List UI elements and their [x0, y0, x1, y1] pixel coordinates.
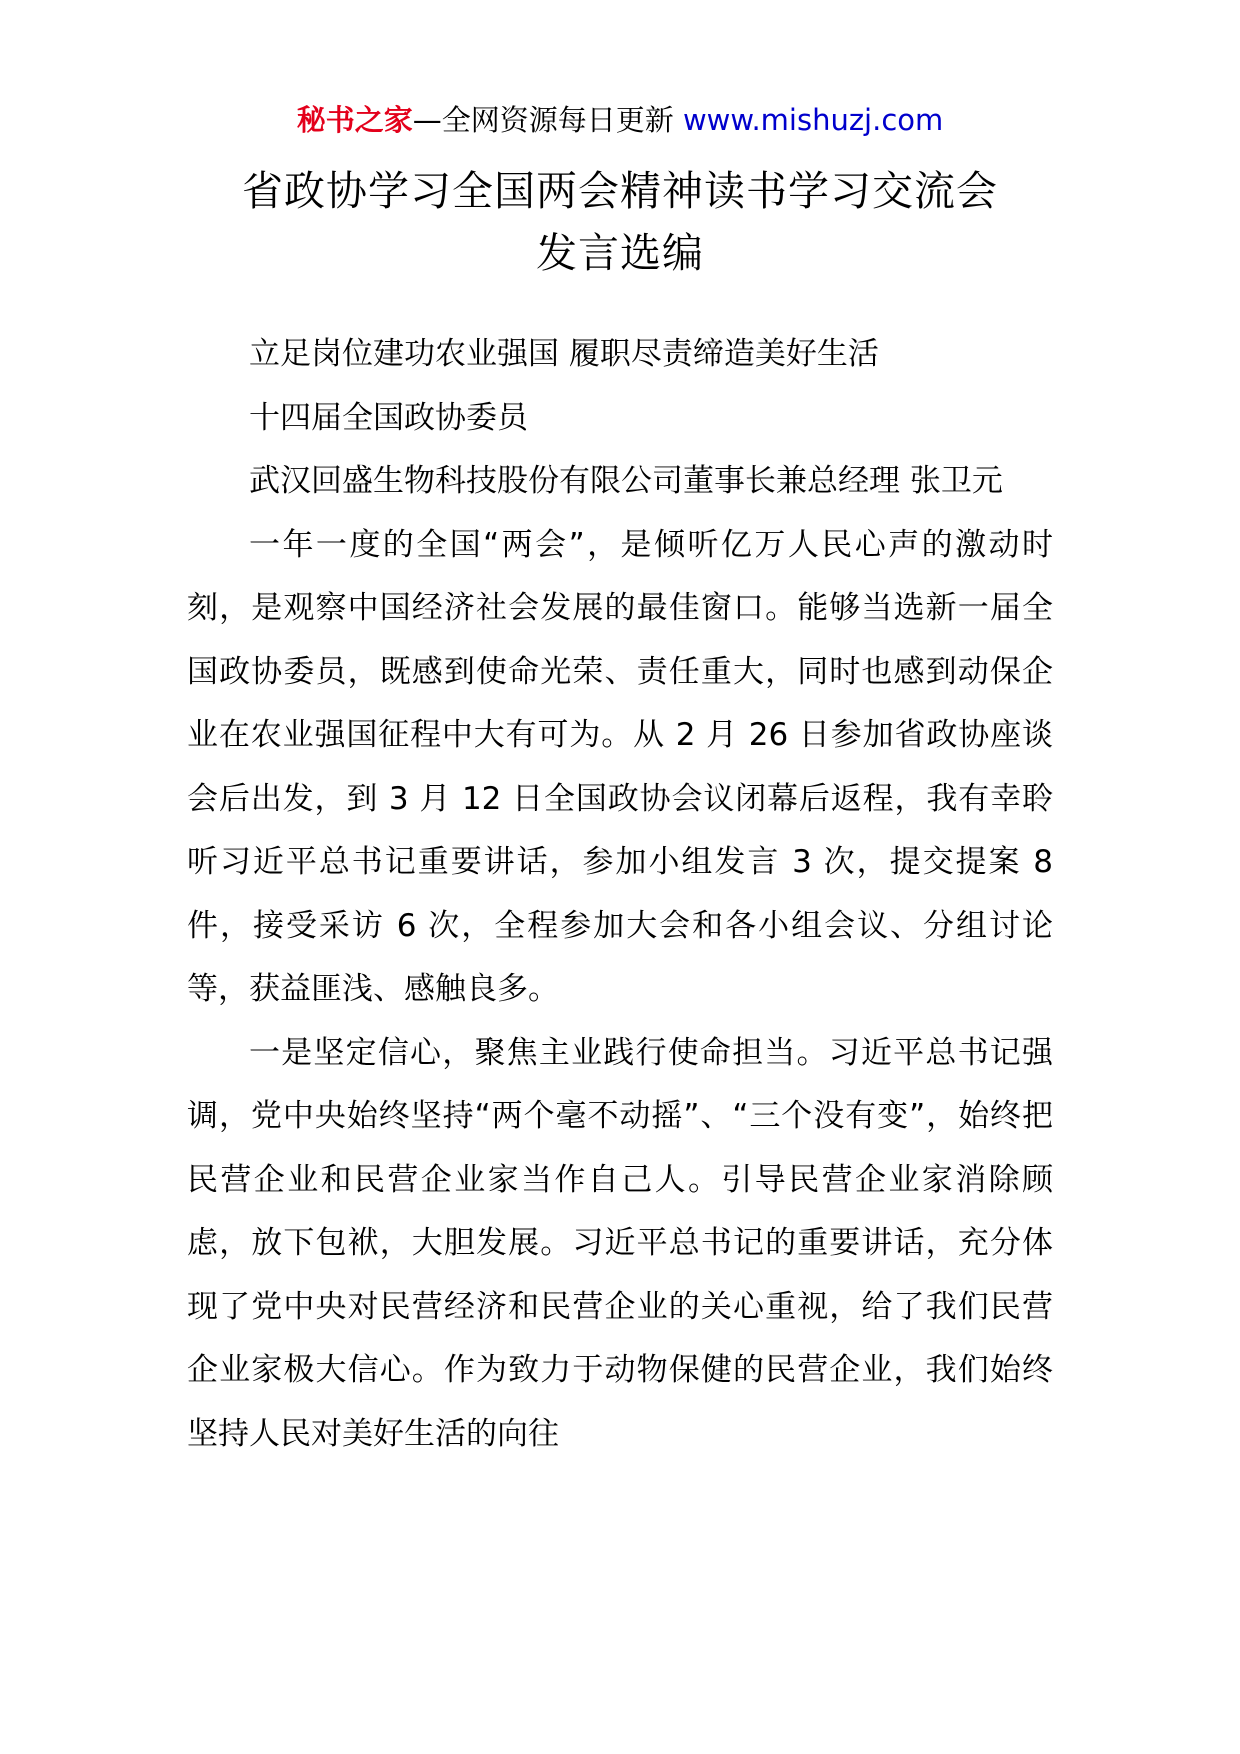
site-url-link[interactable]: www.mishuzj.com	[682, 103, 944, 137]
header-tagline: —全网资源每日更新	[412, 103, 674, 137]
document-body	[187, 323, 1053, 1466]
brand-name: 秘书之家	[296, 103, 413, 137]
site-header	[0, 100, 1240, 140]
body-paragraph: 一年一度的全国“两会”，是倾听亿万人民心声的激动时刻，是观察中国经济社会发展的最佳窗口。能够当选新一届全国政协委员，既感到使命光荣、责任重大，同时也感到动保企业在农业强国征程中大有可为。从 2 月 26 日参加省政协座谈会后出发，到 3 月 12 日全国政协会议闭幕后返程，我有幸聆听习近平总书记重要讲话，参加小组发言 3 次，提交提案 8 件，接受采访 6 次，全程参加大会和各小组会议、分组讨论等，获益匪浅、感触良多。	[187, 526, 1053, 1007]
author-company: 武汉回盛生物科技股份有限公司董事长兼总经理 张卫元	[249, 463, 1003, 499]
speech-title: 立足岗位建功农业强国 履职尽责缔造美好生活	[249, 336, 879, 372]
body-paragraph: 一是坚定信心，聚焦主业践行使命担当。习近平总书记强调，党中央始终坚持“两个毫不动摇”、“三个没有变”，始终把民营企业和民营企业家当作自己人。引导民营企业家消除顾虑，放下包袱，大胆发展。习近平总书记的重要讲话，充分体现了党中央对民营经济和民营企业的关心重视，给了我们民营企业家极大信心。作为致力于动物保健的民营企业，我们始终坚持人民对美好生活的向往	[187, 1034, 1053, 1452]
title-line-2: 发言选编	[536, 229, 704, 277]
author-role: 十四届全国政协委员	[249, 399, 528, 436]
title-line-1: 省政协学习全国两会精神读书学习交流会	[242, 167, 998, 215]
document-title	[0, 160, 1240, 284]
